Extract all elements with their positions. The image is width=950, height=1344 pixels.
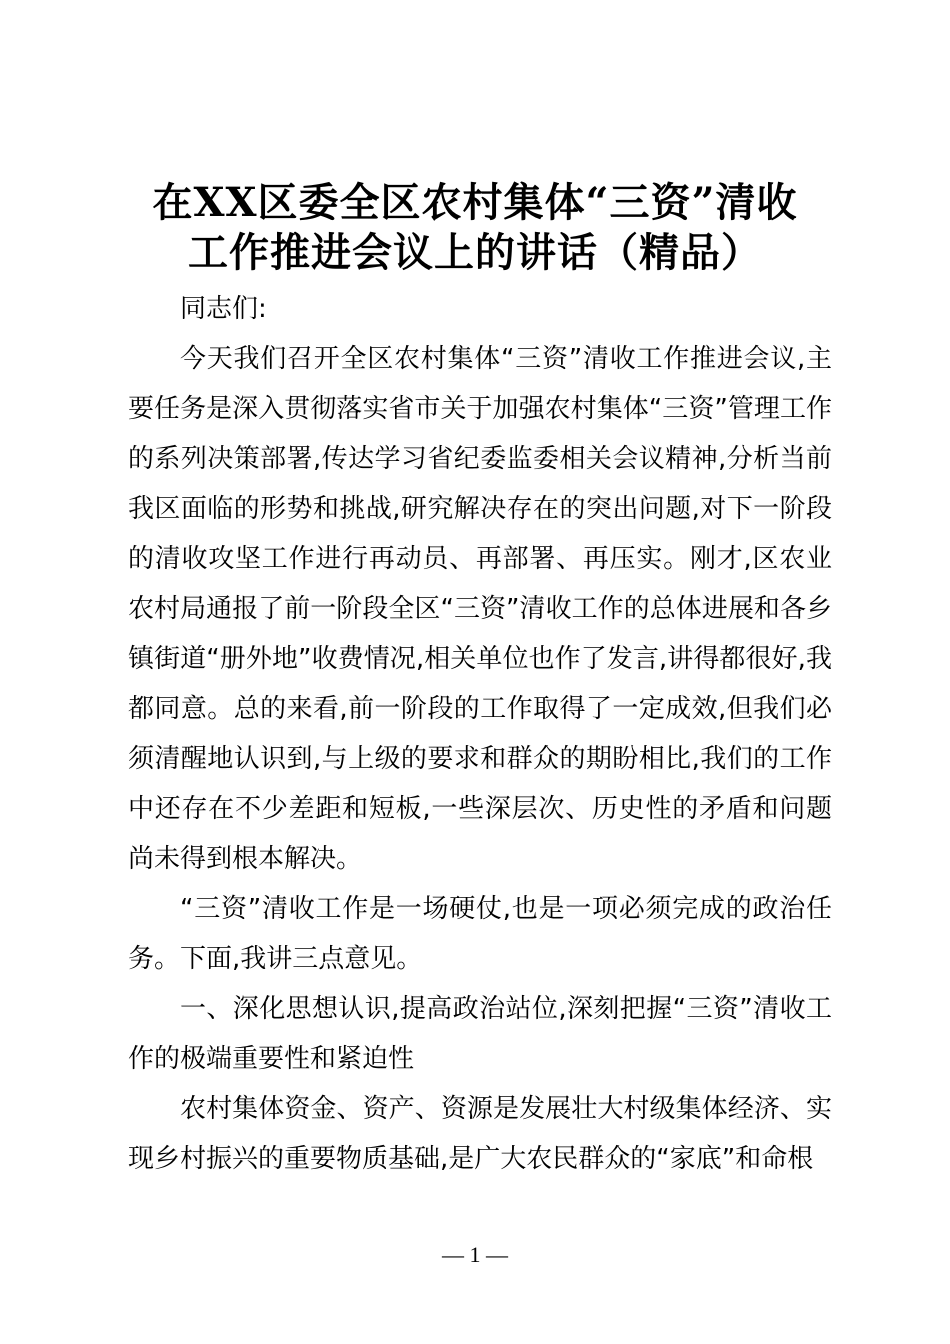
title-line-2: 工作推进会议上的讲话（精品） [188,229,762,276]
section-heading-1: 一、深化思想认识,提高政治站位,深刻把握“三资”清收工作的极端重要性和紧迫性 [128,994,832,1074]
document-title [0,178,950,278]
page-number: — 1 — [442,1242,508,1267]
salutation: 同志们: [180,294,267,324]
paragraph-transition: “三资”清收工作是一场硬仗,也是一项必须完成的政治任务。下面,我讲三点意见。 [128,894,832,974]
document-body [128,284,832,1184]
paragraph-section-1: 农村集体资金、资产、资源是发展壮大村级集体经济、实现乡村振兴的重要物质基础,是广大农民群众的“家底”和命根 [128,1094,832,1174]
paragraph-intro: 今天我们召开全区农村集体“三资”清收工作推进会议,主要任务是深入贯彻落实省市关于加强农村集体“三资”管理工作的系列决策部署,传达学习省纪委监委相关会议精神,分析当前我区面临的形势和挑战,研究解决存在的突出问题,对下一阶段的清收攻坚工作进行再动员、再部署、再压实。刚才,区农业农村局通报了前一阶段全区“三资”清收工作的总体进展和各乡镇街道“册外地”收费情况,相关单位也作了发言,讲得都很好,我都同意。总的来看,前一阶段的工作取得了一定成效,但我们必须清醒地认识到,与上级的要求和群众的期盼相比,我们的工作中还存在不少差距和短板,一些深层次、历史性的矛盾和问题尚未得到根本解决。 [128,344,832,874]
title-line-1: 在XX区委全区农村集体“三资”清收 [152,179,798,226]
